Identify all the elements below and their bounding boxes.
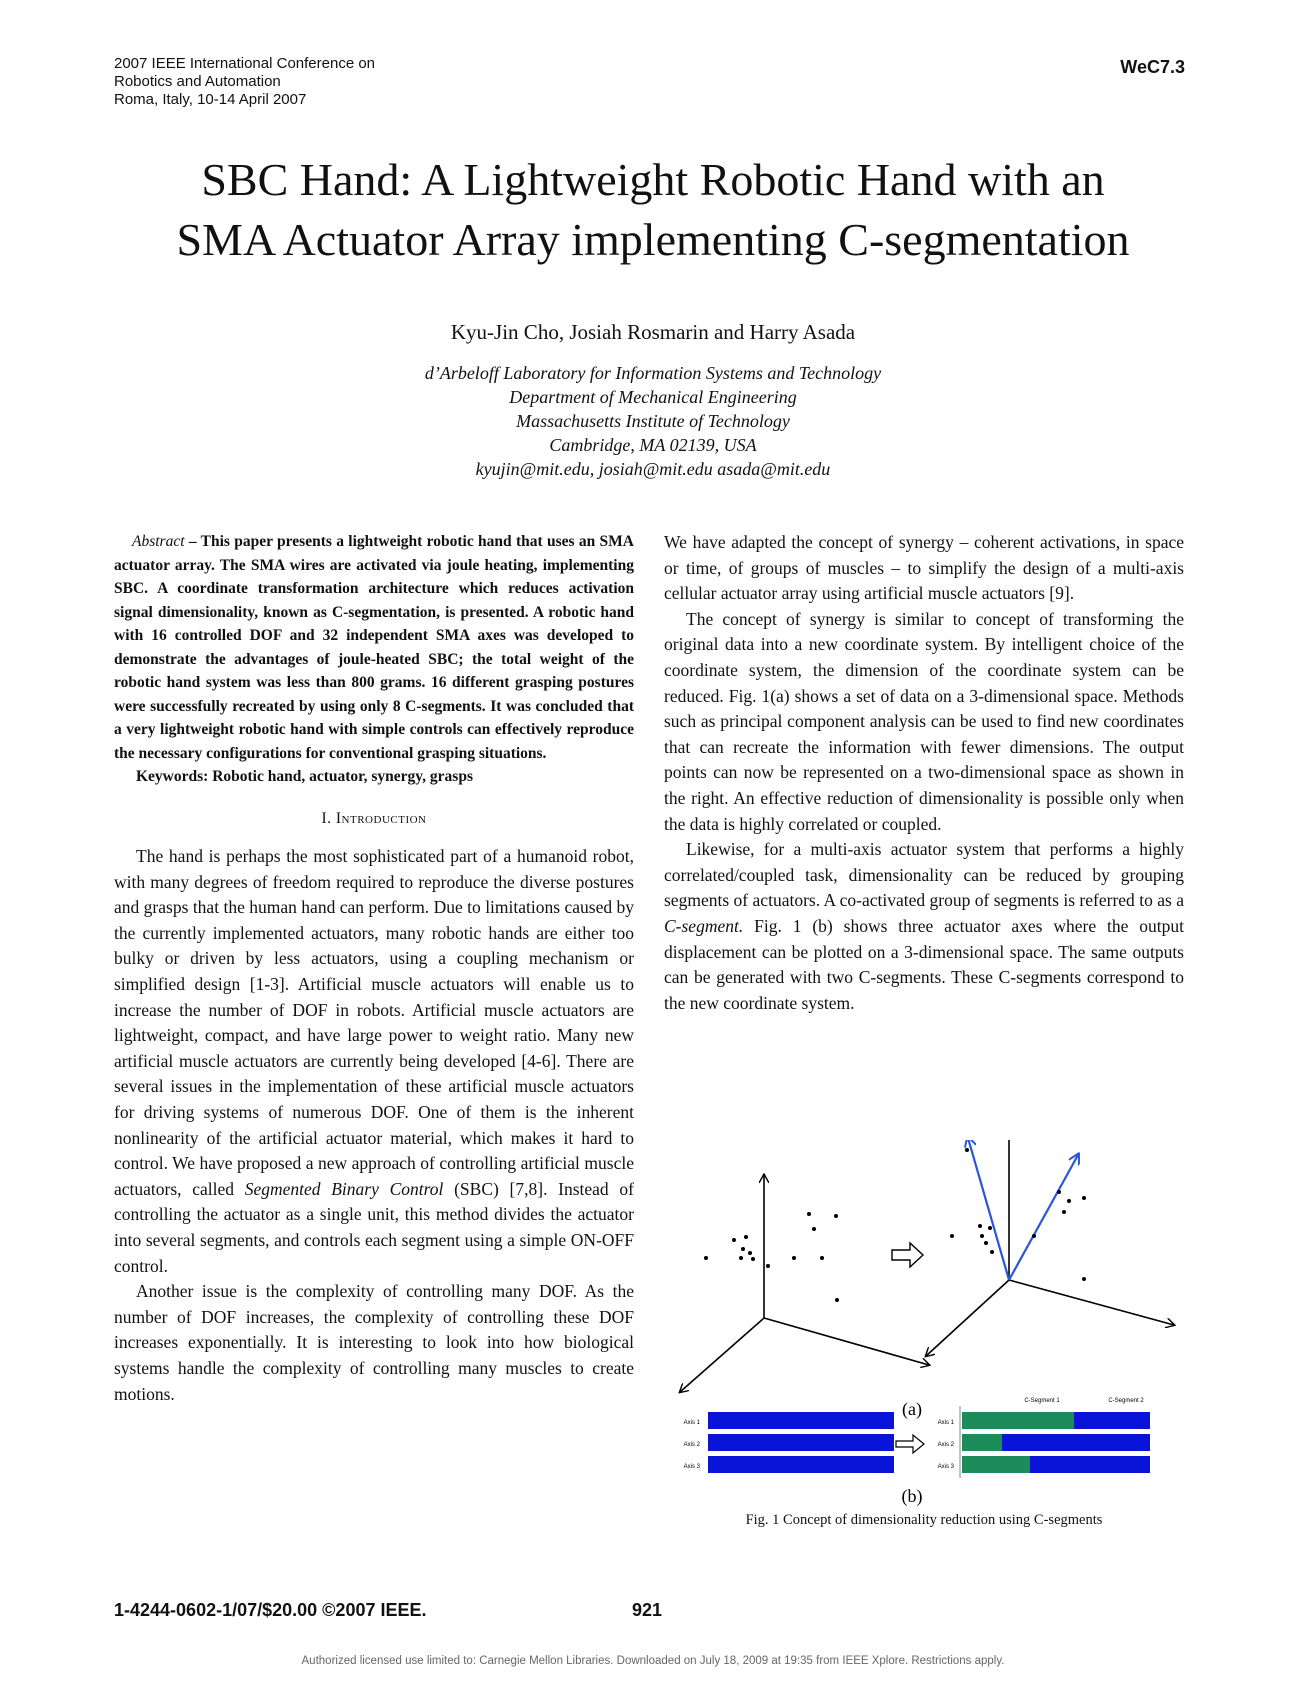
y-axis-line xyxy=(764,1318,929,1365)
data-points xyxy=(950,1148,1086,1281)
title-line: SBC Hand: A Lightweight Robotic Hand with an xyxy=(201,154,1105,205)
paragraph xyxy=(114,1279,634,1407)
data-point xyxy=(812,1227,816,1231)
axis-label: Axis 2 xyxy=(683,1442,700,1448)
data-point xyxy=(741,1247,745,1251)
actuator-bars-segmented xyxy=(938,1398,1150,1478)
copyright-line: 1-4244-0602-1/07/$20.00 ©2007 IEEE. xyxy=(114,1600,427,1620)
right-column xyxy=(664,530,1184,1016)
keywords: Keywords: Robotic hand, actuator, synergy, grasps xyxy=(136,768,473,785)
paragraph-text: Fig. 1 (b) shows three actuator axes where the output displacement can be plotted on a 3-dimensional space. The same outputs can be generated with two C-segments. These C-segments correspond to the new coordinate system. xyxy=(664,915,1184,1013)
transform-arrow-icon xyxy=(892,1243,923,1267)
segment-label: C-Segment 1 xyxy=(1024,1398,1060,1404)
data-points xyxy=(704,1212,839,1302)
data-point xyxy=(950,1234,954,1238)
axis-label: Axis 3 xyxy=(937,1464,954,1470)
figure-label-a: (a) xyxy=(902,1399,922,1419)
axis-2-segment-1 xyxy=(962,1434,1002,1451)
data-point xyxy=(984,1241,988,1245)
data-point xyxy=(990,1250,994,1254)
paragraph xyxy=(664,607,1184,837)
data-point xyxy=(751,1257,755,1261)
paragraph xyxy=(664,837,1184,1016)
paragraph xyxy=(114,844,634,1279)
section-heading-text: I. Introduction xyxy=(321,809,427,827)
data-point xyxy=(732,1238,736,1242)
axis-label: Axis 1 xyxy=(937,1420,954,1426)
affiliation-line: d’Arbeloff Laboratory for Information Systems and Technology xyxy=(424,363,882,383)
abstract-text: – This paper presents a lightweight robotic hand that uses an SMA actuator array. The SMA wires are activated via joule heating, implementing SBC. A coordinate transformation architecture which reduces activation signal dimensionality, known as C-segmentation, is presented. A robotic hand with 16 controlled DOF and 32 independent SMA axes was developed to demonstrate the advantages of joule-heated SBC; the total weight of the robotic hand system was less than 800 grams. 16 different grasping postures were successfully recreated by using only 8 C-segments. It was concluded that a very lightweight robotic hand with simple controls can effectively reproduce the necessary configurations for conventional grasping situations. xyxy=(114,533,635,762)
data-point xyxy=(744,1235,748,1239)
x-axis-line xyxy=(680,1318,764,1392)
paragraph-text: The hand is perhaps the most sophisticated part of a humanoid robot, with many degrees of freedom required to reproduce the diverse postures and grasps that the human hand can perform. Due to limitations caused by the currently implemented actuators, many robotic hands are either too bulky or driven by less actuators, using a coupling mechanism or simplified design [1-3]. Artificial muscle actuators will enable us to increase the number of DOF in robots. Artificial muscle actuators are lightweight, compact, and have large power to weight ratio. Many new artificial muscle actuators are currently being developed [4-6]. There are several issues in the implementation of these artificial muscle actuators for driving systems of numerous DOF. One of them is the inherent nonlinearity of the artificial actuator material, which makes it hard to control. We have proposed a new approach of controlling artificial muscle actuators, called xyxy=(114,846,634,1199)
axis-label: Axis 1 xyxy=(683,1420,700,1426)
data-point xyxy=(1067,1199,1071,1203)
paper-title xyxy=(60,150,1246,270)
axis-label: Axis 3 xyxy=(683,1464,700,1470)
affiliation-line: Department of Mechanical Engineering xyxy=(509,387,797,407)
axis-2-bar xyxy=(708,1434,894,1451)
affiliation xyxy=(60,361,1246,481)
data-point xyxy=(807,1212,811,1216)
axis-1-bar xyxy=(708,1412,894,1429)
axis-1-segment-1 xyxy=(962,1412,1074,1429)
axis-1-segment-2 xyxy=(1074,1412,1150,1429)
data-point xyxy=(978,1224,982,1228)
conference-line: 2007 IEEE International Conference on xyxy=(114,55,376,72)
data-point xyxy=(834,1214,838,1218)
affiliation-line: Cambridge, MA 02139, USA xyxy=(549,435,757,455)
figure-1 xyxy=(664,1140,1204,1540)
page-number: 921 xyxy=(632,1600,663,1620)
emphasis-text: C-segment. xyxy=(664,915,744,936)
section-heading xyxy=(114,806,634,832)
conference-line: Roma, Italy, 10-14 April 2007 xyxy=(114,91,307,108)
abstract xyxy=(114,530,634,765)
axes-3d-original xyxy=(680,1175,929,1392)
actuator-bars-original xyxy=(684,1412,894,1473)
data-point xyxy=(988,1226,992,1230)
data-point xyxy=(1057,1190,1061,1194)
title-line: SMA Actuator Array implementing C-segmentation xyxy=(176,214,1130,265)
data-point xyxy=(965,1148,969,1152)
paragraph-text: Likewise, for a multi-axis actuator system that performs a highly correlated/coupled task, dimensionality can be reduced by grouping segments of actuators. A co-activated group of segments is referred to as a xyxy=(664,839,1184,911)
axis-3-segment-2 xyxy=(1030,1456,1150,1473)
figure-label-b: (b) xyxy=(901,1486,923,1506)
data-point xyxy=(1032,1234,1036,1238)
authors: Kyu-Jin Cho, Josiah Rosmarin and Harry Asada xyxy=(450,320,856,344)
affiliation-line: Massachusetts Institute of Technology xyxy=(516,411,790,431)
axis-2-segment-2 xyxy=(1002,1434,1150,1451)
paragraph-text: (SBC) [7,8]. Instead of controlling the actuator as a single unit, this method divides the actuator into several segments, and controls each segment using a simple ON-OFF control. xyxy=(114,1178,634,1276)
download-notice: Authorized licensed use limited to: Carnegie Mellon Libraries. Downloaded on July 18, 2009 at 19:35 from IEEE Xplore. Restrictions apply. xyxy=(301,1655,1005,1667)
session-code: WeC7.3 xyxy=(1120,57,1185,77)
emphasis-text: Segmented Binary Control xyxy=(244,1178,444,1199)
axis-label: Axis 2 xyxy=(937,1442,954,1448)
axes-3d-transformed xyxy=(926,1140,1174,1356)
paragraph-text: We have adapted the concept of synergy – coherent activations, in space or time, of groups of muscles – to simplify the design of a multi-axis cellular actuator array using artificial muscle actuators [9]. xyxy=(664,532,1184,604)
data-point xyxy=(820,1256,824,1260)
abstract-label: Abstract xyxy=(132,533,185,550)
data-point xyxy=(792,1256,796,1260)
data-point xyxy=(704,1256,708,1260)
x-axis-line xyxy=(926,1280,1009,1356)
email-line: kyujin@mit.edu, josiah@mit.edu asada@mit.edu xyxy=(475,459,831,479)
segment-label: C-Segment 2 xyxy=(1108,1398,1144,1404)
axis-3-segment-1 xyxy=(962,1456,1030,1473)
left-column xyxy=(114,530,634,1407)
conference-info xyxy=(114,55,375,109)
new-axis-1-line xyxy=(968,1140,1009,1280)
data-point xyxy=(739,1256,743,1260)
data-point xyxy=(980,1234,984,1238)
data-point xyxy=(1062,1210,1066,1214)
axis-3-bar xyxy=(708,1456,894,1473)
conference-line: Robotics and Automation xyxy=(114,73,281,90)
paragraph xyxy=(664,530,1184,607)
data-point xyxy=(748,1251,752,1255)
figure-caption: Fig. 1 Concept of dimensionality reduction using C-segments xyxy=(745,1512,1103,1528)
data-point xyxy=(766,1264,770,1268)
transform-arrow-icon xyxy=(896,1435,924,1453)
new-axis-2-line xyxy=(1009,1155,1078,1280)
paragraph-text: Another issue is the complexity of controlling many DOF. As the number of DOF increases, the complexity of controlling these DOF increases exponentially. It is interesting to look into how biological systems handle the complexity of controlling many muscles to create motions. xyxy=(114,1281,634,1404)
y-axis-line xyxy=(1009,1280,1174,1325)
paragraph-text: The concept of synergy is similar to concept of transforming the original data into a new coordinate system. By intelligent choice of the coordinate system, the dimension of the coordinate system can be reduced. Fig. 1(a) shows a set of data on a 3-dimensional space. Methods such as principal component analysis can be used to find new coordinates that can recreate the information with fewer dimensions. The output points can now be represented on a two-dimensional space as shown in the right. An effective reduction of dimensionality is possible only when the data is highly correlated or coupled. xyxy=(664,608,1184,834)
data-point xyxy=(1082,1196,1086,1200)
data-point xyxy=(1082,1277,1086,1281)
data-point xyxy=(835,1298,839,1302)
